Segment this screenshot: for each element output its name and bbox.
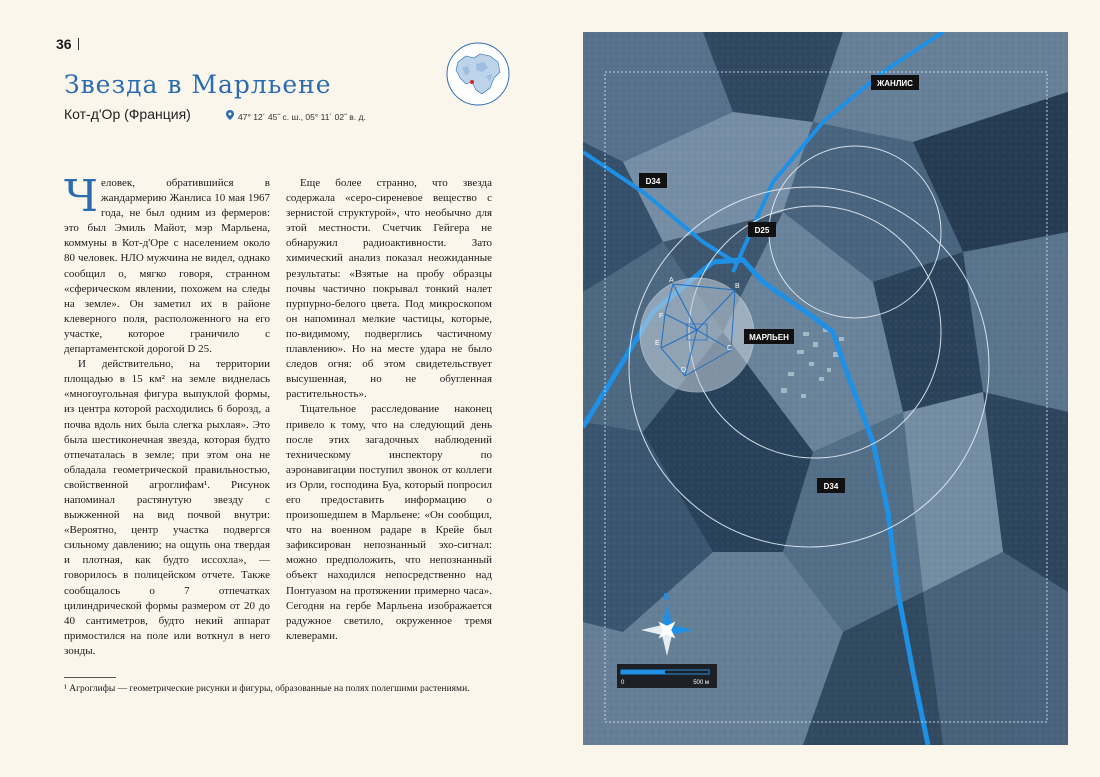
label-marlien xyxy=(744,329,794,344)
drop-cap: Ч xyxy=(64,171,99,222)
footnote-rule xyxy=(64,677,116,678)
star-site xyxy=(640,277,754,392)
page-number: 36 xyxy=(56,36,79,52)
label-d25 xyxy=(748,222,776,237)
paragraph: И действительно, на территории площадью в 15 км² на земле виднелась «многоугольная фигура выпуклой формы, из центра которой расходились 6 борозд, а почва вдоль них была слегка рыхлая». Это была шестиконечная звезда, которая будто отпечаталась в земле; при этом она не обладала геометрической правильностью, свойственной агроглифам¹. Рисунок напоминал растянутую звезду с выжженной на вид почвой внутри: «Вероятно, центр участка подвергся сильному давлению; на ощупь она твердая и плотная, как будто иссохла», — говорилось в полицейском отчете. Также сообщалось о 7 отпечатках цилиндрической формы размером от 20 до 40 сантиметров, будто некий аппарат примостился на поле или воткнул в него зонды. xyxy=(64,358,270,657)
star-point-c: C xyxy=(727,345,733,352)
region-subtitle: Кот-д'Ор (Франция) xyxy=(64,106,191,122)
page-title: Звезда в Марльене xyxy=(64,70,332,99)
globe-locator-icon xyxy=(446,42,510,106)
paragraph: Еще более странно, что звезда содержала «серо-сиреневое вещество с зернистой структурой», что необычно для этой местности. Счетчик Гейгера не обнаружил радиоактивности. Зато химический анализ показал неожиданные результаты: «Взятые на пробу образцы почвы частично покрывал тонкий налет пурпурно-белого цвета. Под микроскопом он напоминал мелкие частицы, которые, по-видимому, подверглись частичному плавлению». Но на месте удара не было следов огня: об этом свидетельствует высушенная, но не обугленная растительность». xyxy=(286,177,492,401)
text-column-1 xyxy=(64,171,270,659)
svg-text:D34: D34 xyxy=(823,482,839,491)
svg-text:N: N xyxy=(663,592,671,603)
coordinates-text: 47° 12´ 45˝ с. ш., 05° 11´ 02˝ в. д. xyxy=(238,112,366,122)
paragraph: Человек, обратившийся в жандармерию Жанлиса 10 мая 1967 года, не был одним из фермеров: это был Эмиль Майот, мэр Марльена, коммуны в Кот-д'Оре с населением около 80 человек. НЛО мужчина не видел, однако сообщил о, мягко говоря, странном «сферическом явлении, похожем на следы на земле». Он заметил их в районе клеверного поля, расположенного на его участке, которое граничило с департаментской дорогой D 25. xyxy=(64,171,270,356)
coordinates xyxy=(226,110,366,122)
svg-text:ЖАНЛИС: ЖАНЛИС xyxy=(877,79,913,88)
svg-text:D25: D25 xyxy=(754,226,770,235)
star-point-b: B xyxy=(735,283,740,290)
star-point-f: F xyxy=(659,313,664,320)
label-d34-bottom xyxy=(817,478,845,493)
star-point-a: A xyxy=(669,277,674,284)
star-point-e: E xyxy=(655,340,660,347)
footnote: ¹ Агроглифы — геометрические рисунки и фигуры, образованные на полях полегшими растениями. xyxy=(64,684,470,694)
svg-text:МАРЛЬЕН: МАРЛЬЕН xyxy=(749,333,789,342)
svg-text:500 м: 500 м xyxy=(693,680,709,686)
scale-bar xyxy=(617,664,717,688)
aerial-map xyxy=(583,32,1068,745)
label-janlis xyxy=(871,75,919,90)
svg-text:D34: D34 xyxy=(645,177,661,186)
svg-text:0: 0 xyxy=(621,680,625,686)
text-column-2 xyxy=(286,176,492,644)
paragraph: Тщательное расследование наконец привело к тому, что на следующий день после этих загадочных наблюдений техническому инспектору по аэронавигации поступил звонок от коллеги из Орли, господина Буа, который попросил его предоставить информацию о произошедшем в Марльене: «Он сообщил, что на военном радаре в Крейе был зафиксирован непознанный эхо-сигнал: можно предположить, что непознанный объект находился непосредственно над Понтуазом на протяжении примерно часа». Сегодня на гербе Марльена изображается радужное светило, окруженное тремя клеверами. xyxy=(286,403,492,642)
location-pin-icon xyxy=(226,110,234,122)
label-d34-top xyxy=(639,173,667,188)
star-point-d: D xyxy=(681,367,687,374)
